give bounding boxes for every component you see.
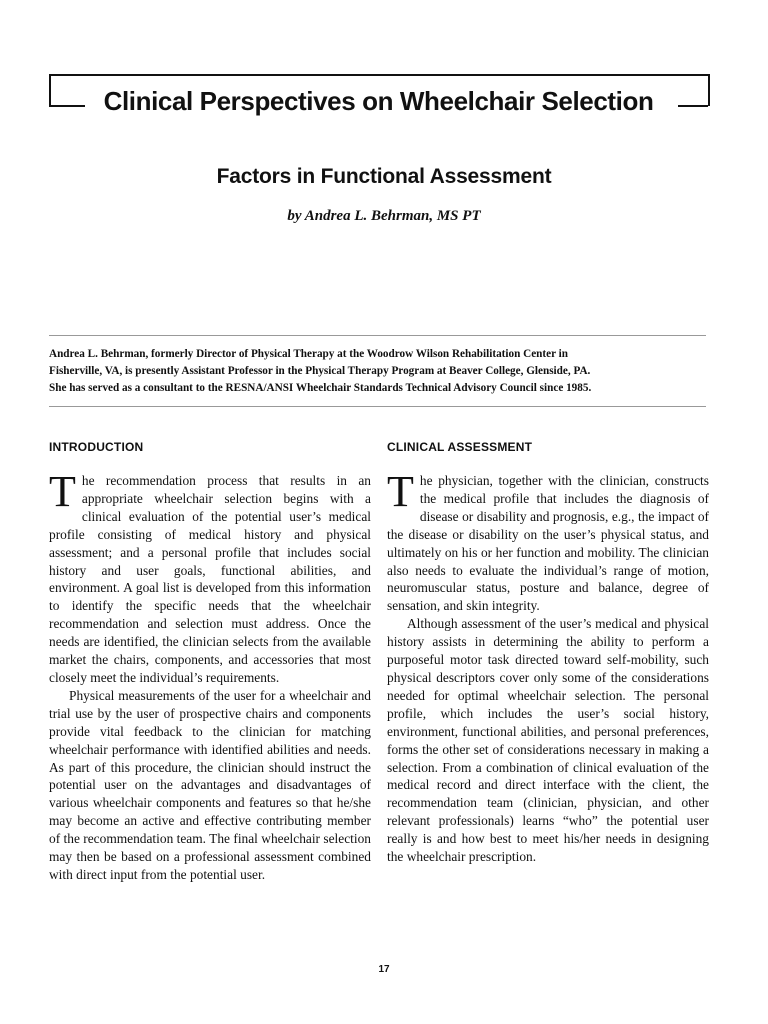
introduction-paragraph-2: Physical measurements of the user for a wheelchair and trial use by the user of prospective chairs and components provide vital feedback to the clinician for matching wheelchair performance with identified abilities and needs. As part of this procedure, the clinician should instruct the potential user on the advantages and disadvantages of various wheelchair components and features so that he/she may become an active and effective contributing member of the recommendation team. The final wheelchair selection may then be based on a professional assessment combined with direct input from the potential user. <box>49 687 371 882</box>
title-row <box>49 86 708 126</box>
clinical-assessment-heading: CLINICAL ASSESSMENT <box>387 440 533 454</box>
drop-cap: T <box>49 467 76 516</box>
introduction-column <box>49 467 371 884</box>
paragraph-text: he physician, together with the clinician, constructs the medical profile that includes the diagnosis of disease or disability and prognosis, e.g., the impact of the disease or disability on the user’s physical status, and ultimately on his or her function and mobility. The clinician also needs to evaluate the individual’s range of motion, neuromuscular status, posture and balance, degree of sensation, and skin integrity. <box>387 473 709 614</box>
bio-line: Andrea L. Behrman, formerly Director of Physical Therapy at the Woodrow Wilson Rehabilitation Center in <box>49 348 568 360</box>
bio-rule-bottom <box>49 406 706 407</box>
introduction-heading: INTRODUCTION <box>49 440 144 454</box>
drop-cap: T <box>387 467 414 516</box>
bio-line: Fisherville, VA, is presently Assistant Professor in the Physical Therapy Program at Beaver College, Glenside, PA. <box>49 365 591 377</box>
paragraph-text: he recommendation process that results in an appropriate wheelchair selection begins with a clinical evaluation of the potential user’s medical profile consisting of medical history and physical assessment; and a personal profile that includes social history and user goals, functional abilities, and environment. A goal list is developed from this information to identify the specific needs that the wheelchair recommendation and selection must address. Once the needs are identified, the clinician selects from the available market the chairs, components, and accessories that most closely meet the individual’s requirements. <box>49 473 371 685</box>
article-title: Clinical Perspectives on Wheelchair Selection <box>103 86 654 116</box>
author-byline: by Andrea L. Behrman, MS PT <box>287 208 481 224</box>
author-bio <box>49 346 709 397</box>
clinical-assessment-column <box>387 467 709 866</box>
bio-rule-top <box>49 335 706 336</box>
clinical-paragraph-2: Although assessment of the user’s medical and physical history assists in determining the ability to perform a purposeful motor task directed toward self-mobility, such physical descriptors cover only some of the considerations needed for optimal wheelchair selection. The personal profile, which includes the user’s social history, environment, functional abilities, and personal preferences, forms the other set of considerations necessary in making a selection. From a combination of clinical evaluation of the medical record and direct interface with the client, the recommendation team (clinician, physician, and other relevant professionals) learns “who” the potential user really is and how best to meet his/her needs in designing the wheelchair prescription. <box>387 616 709 865</box>
bio-line: She has served as a consultant to the RESNA/ANSI Wheelchair Standards Technical Advisory Council since 1985. <box>49 382 592 394</box>
clinical-paragraph-1 <box>387 467 709 615</box>
article-subtitle: Factors in Functional Assessment <box>216 165 552 188</box>
introduction-paragraph-1 <box>49 467 371 687</box>
page-number: 17 <box>378 964 390 975</box>
